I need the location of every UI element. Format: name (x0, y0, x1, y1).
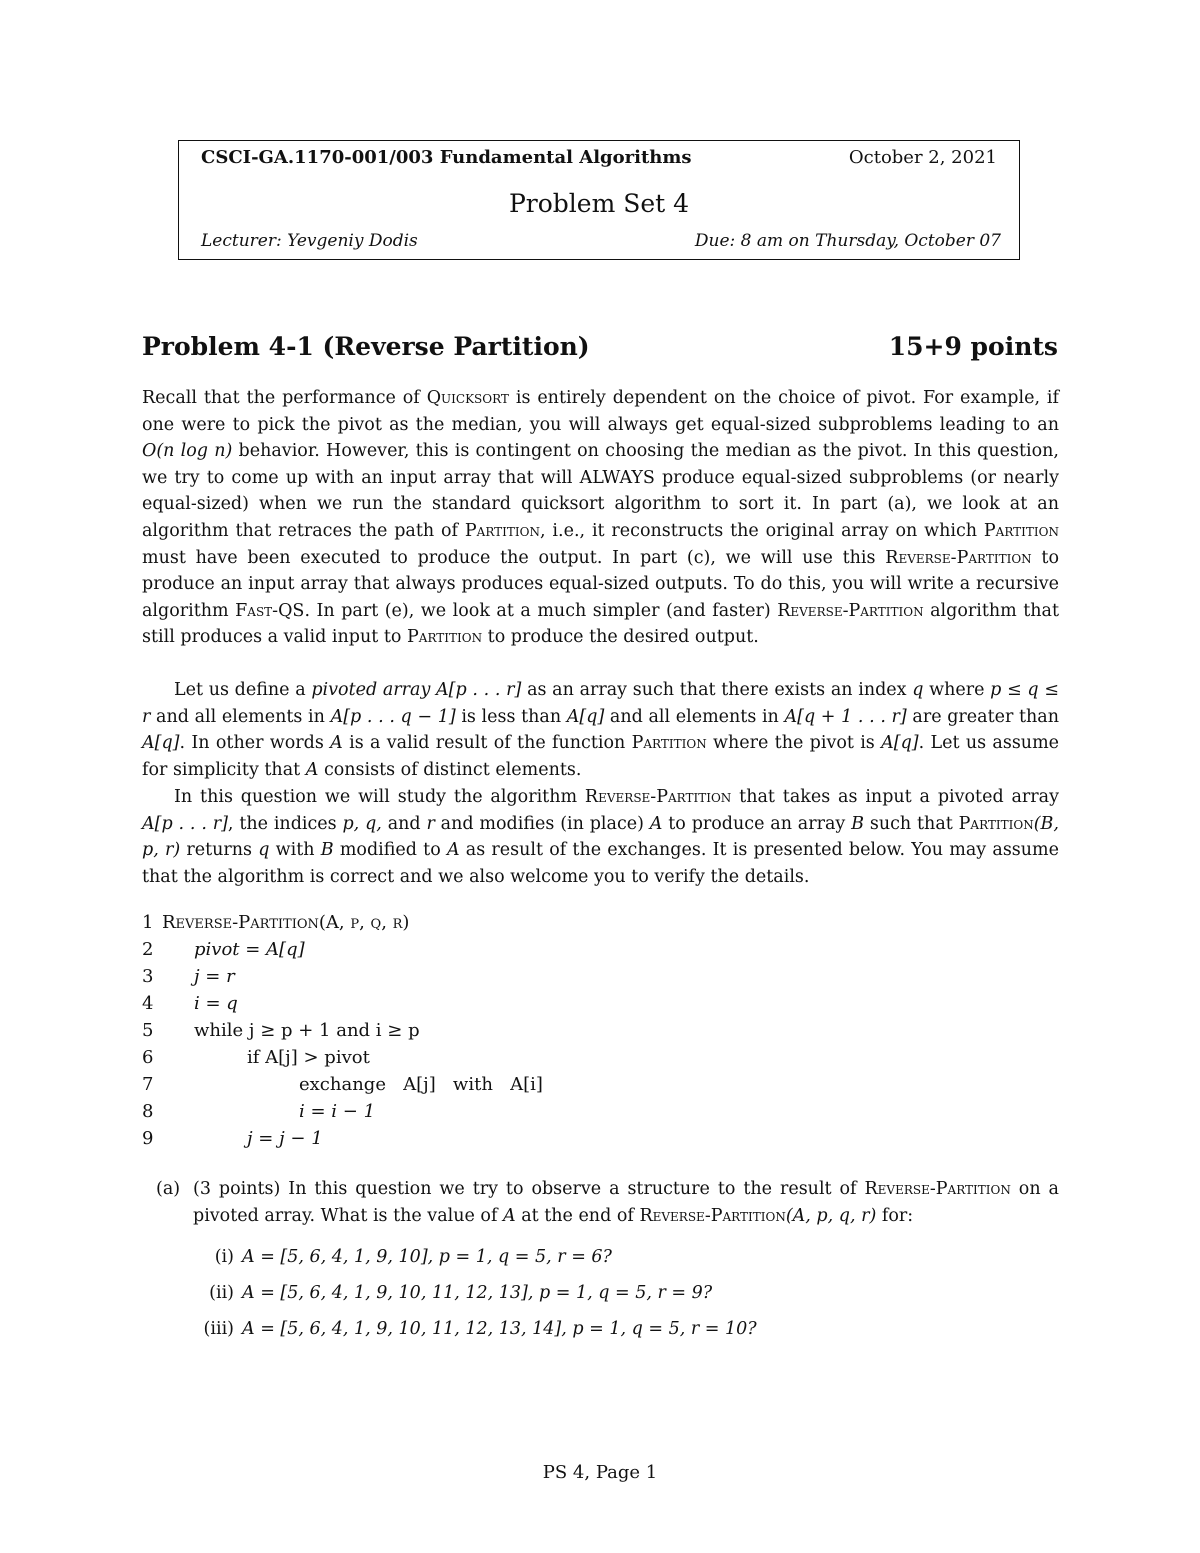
line-number: 4 (142, 993, 154, 1014)
part-a-item (209, 1283, 713, 1303)
part-a-question: (3 points) In this question we try to observe a structure to the result of Reverse-Partition on a pivoted array. What is the value of A at the end of Reverse-Partition(A, p, q, r) for: (193, 1179, 1059, 1226)
item-text: A = [5, 6, 4, 1, 9, 10, 11, 12, 13, 14], p = 1, q = 5, r = 10? (242, 1319, 757, 1339)
item-label: (i) (214, 1247, 234, 1267)
problem-heading: Problem 4-1 (Reverse Partition) (142, 332, 590, 361)
due-date: Due: 8 am on Thursday, October 07 (694, 231, 1001, 251)
header-box (178, 140, 1020, 260)
line-text: j = j − 1 (247, 1128, 323, 1149)
lecturer: Lecturer: Yevgeniy Dodis (201, 231, 418, 251)
part-a-item (214, 1247, 612, 1267)
item-text: A = [5, 6, 4, 1, 9, 10], p = 1, q = 5, r = 6? (242, 1247, 612, 1267)
line-number: 2 (142, 939, 154, 960)
paragraph-algorithm-intro: In this question we will study the algorithm Reverse-Partition that takes as input a pivoted array A[p . . . r], the indices p, q, and r and modifies (in place) A to produce an array B such that Partition(B, p, r) returns q with B modified to A as result of the exchanges. It is presented below. You may assume that the algorithm is correct and we also welcome you to verify the details. (142, 787, 1059, 887)
line-text: i = q (194, 993, 238, 1014)
line-number: 5 (142, 1020, 154, 1041)
line-text: i = i − 1 (299, 1101, 376, 1122)
line-number: 6 (142, 1047, 154, 1068)
part-a-label: (a) (156, 1179, 181, 1199)
part-a-item (203, 1319, 757, 1339)
line-text: j = r (194, 966, 235, 987)
line-number: 1 (142, 912, 154, 933)
item-label: (iii) (203, 1319, 234, 1339)
problem-points: 15+9 points (888, 332, 1058, 361)
course-title: CSCI-GA.1170-001/003 Fundamental Algorithms (201, 147, 692, 168)
line-number: 7 (142, 1074, 154, 1095)
line-number: 3 (142, 966, 154, 987)
line-number: 8 (142, 1101, 154, 1122)
line-text: while j ≥ p + 1 and i ≥ p (194, 1020, 420, 1041)
item-label: (ii) (209, 1283, 234, 1303)
item-text: A = [5, 6, 4, 1, 9, 10, 11, 12, 13], p = 1, q = 5, r = 9? (242, 1283, 713, 1303)
line-text: if A[j] > pivot (247, 1047, 370, 1068)
paragraph-intro: Recall that the performance of Quicksort is entirely dependent on the choice of pivot. For example, if one were to pick the pivot as the median, you will always get equal-sized subproblems leading to an O(n log n) behavior. However, this is contingent on choosing the median as the pivot. In this question, we try to come up with an input array that will ALWAYS produce equal-sized subproblems (or nearly equal-sized) when we run the standard quicksort algorithm to sort it. In part (a), we look at an algorithm that retraces the path of Partition, i.e., it reconstructs the original array on which Partition must have been executed to produce the output. In part (c), we will use this Reverse-Partition to produce an input array that always produces equal-sized outputs. To do this, you will write a recursive algorithm Fast-QS. In part (e), we look at a much simpler (and faster) Reverse-Partition algorithm that still produces a valid input to Partition to produce the desired output. (142, 388, 1060, 648)
line-text: Reverse-Partition(A, p, q, r) (162, 912, 410, 933)
line-number: 9 (142, 1128, 154, 1149)
line-text: pivot = A[q] (194, 939, 305, 960)
page-footer: PS 4, Page 1 (542, 1462, 658, 1483)
header-date: October 2, 2021 (848, 147, 997, 168)
line-text: exchange A[j] with A[i] (299, 1074, 543, 1095)
problem-set-title: Problem Set 4 (508, 189, 690, 218)
paragraph-definition: Let us define a pivoted array A[p . . . r] as an array such that there exists an index q where p ≤ q ≤ r and all elements in A[p . . . q − 1] is less than A[q] and all elements in A[q + 1 . . . r] are greater than A[q]. In other words A is a valid result of the function Partition where the pivot is A[q]. Let us assume for simplicity that A consists of distinct elements. (142, 680, 1060, 780)
